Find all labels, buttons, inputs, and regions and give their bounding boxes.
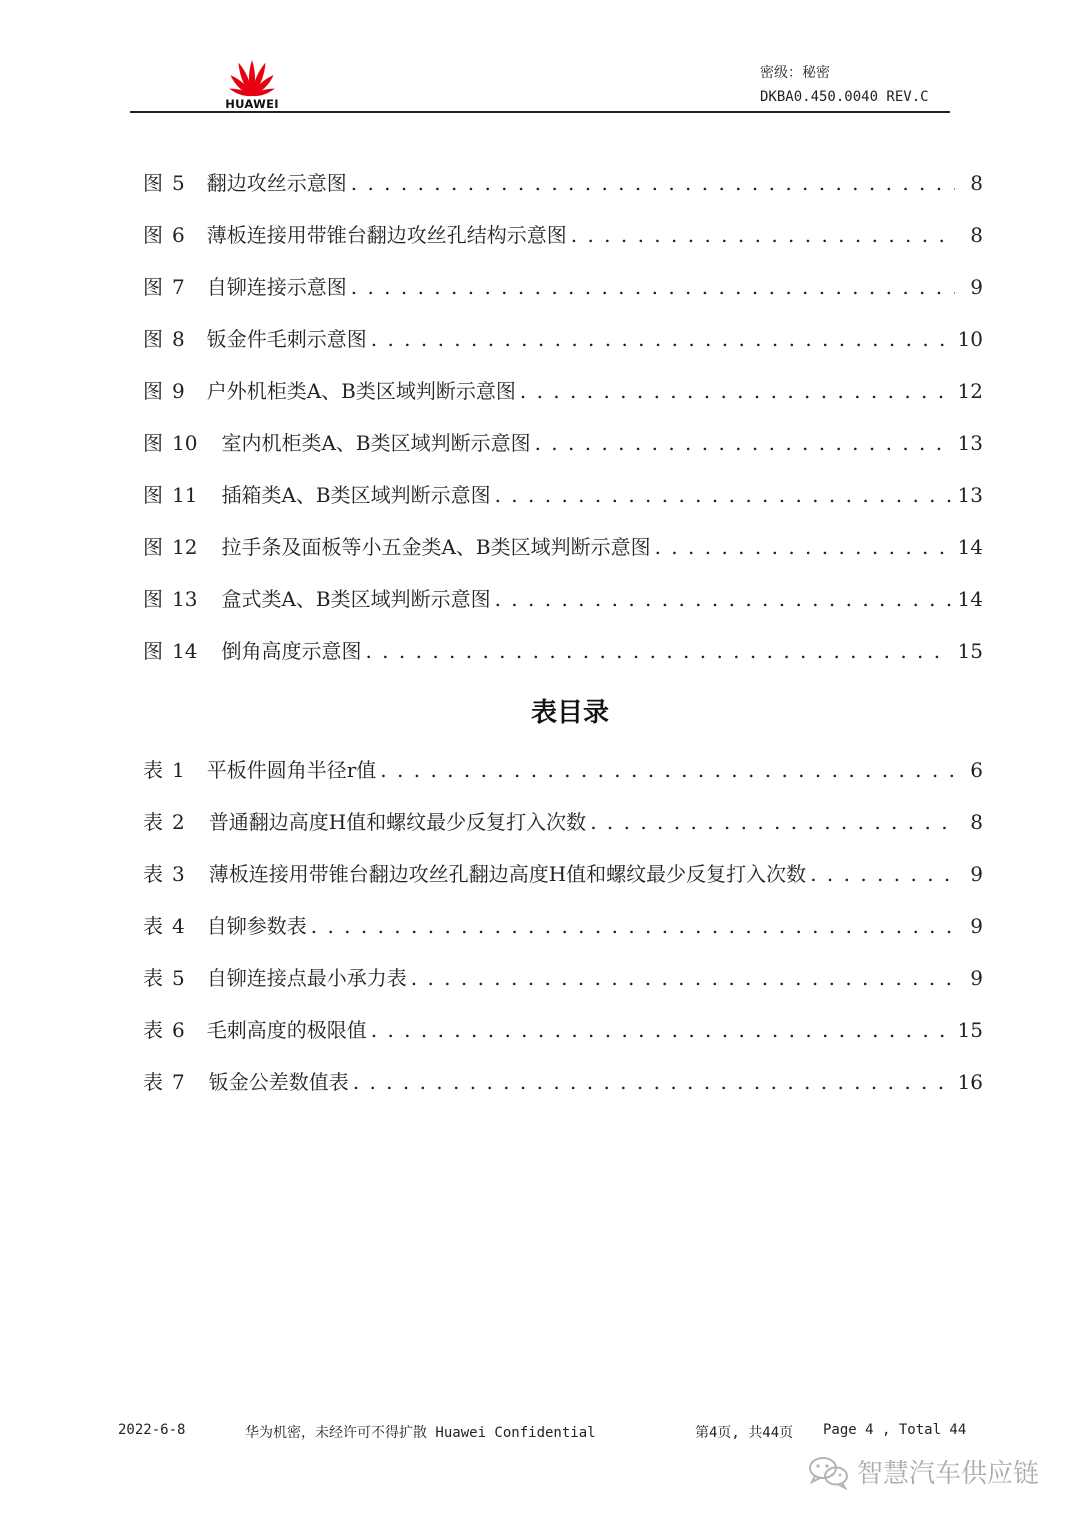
- entry-title: 普通翻边高度H值和螺纹最少反复打入次数: [208, 810, 587, 834]
- dot-leader: [411, 965, 955, 991]
- entry-title: 薄板连接用带锥台翻边攻丝孔结构示意图: [206, 223, 567, 247]
- dot-leader: [371, 326, 952, 352]
- dot-leader: [351, 170, 955, 196]
- entry-prefix: 图: [143, 223, 163, 247]
- entry-title: 插箱类A、B类区域判断示意图: [221, 483, 491, 507]
- entry-title: 自铆参数表: [206, 914, 307, 938]
- toc-entry[interactable]: [143, 1017, 983, 1069]
- entry-prefix: 表: [143, 758, 163, 782]
- toc-entry[interactable]: [143, 965, 983, 1017]
- footer-page-en: Page 4 , Total 44: [823, 1422, 967, 1438]
- classification-label: 密级：秘密: [760, 65, 830, 81]
- entry-prefix: 表: [143, 862, 163, 886]
- entry-number: 4: [172, 914, 185, 938]
- footer-page-cn: 第4页, 共44页: [695, 1425, 794, 1441]
- footer-confidential: 华为机密，未经许可不得扩散 Huawei Confidential: [245, 1425, 596, 1441]
- huawei-petal-icon: [212, 56, 292, 98]
- toc-entry[interactable]: [143, 378, 983, 430]
- dot-leader: [311, 913, 955, 939]
- toc-entry[interactable]: [143, 861, 983, 913]
- dot-leader: [495, 586, 952, 612]
- toc-entry[interactable]: [143, 326, 983, 378]
- entry-number: 1: [172, 758, 185, 782]
- entry-page: 9: [970, 862, 983, 886]
- watermark: [807, 1453, 1039, 1490]
- toc-entry[interactable]: [143, 757, 983, 809]
- dot-leader: [371, 1017, 952, 1043]
- huawei-logo: [212, 56, 292, 112]
- entry-page: 13: [957, 431, 983, 455]
- entry-page: 9: [970, 966, 983, 990]
- entry-number: 8: [172, 327, 185, 351]
- dot-leader: [351, 274, 955, 300]
- entry-title: 盒式类A、B类区域判断示意图: [221, 587, 491, 611]
- entry-page: 6: [970, 758, 983, 782]
- entry-page: 12: [957, 379, 983, 403]
- entry-number: 14: [172, 639, 198, 663]
- entry-prefix: 表: [143, 1018, 163, 1042]
- entry-number: 11: [172, 483, 198, 507]
- entry-page: 8: [970, 171, 983, 195]
- entry-prefix: 表: [143, 914, 163, 938]
- entry-title: 毛刺高度的极限值: [206, 1018, 367, 1042]
- entry-title: 翻边攻丝示意图: [206, 171, 347, 195]
- entry-prefix: 图: [143, 327, 163, 351]
- dot-leader: [520, 378, 952, 404]
- entry-prefix: 图: [143, 379, 163, 403]
- entry-number: 7: [172, 275, 185, 299]
- entry-number: 13: [172, 587, 198, 611]
- dot-leader: [380, 757, 955, 783]
- entry-page: 8: [970, 810, 983, 834]
- entry-title: 倒角高度示意图: [221, 639, 362, 663]
- dot-leader: [365, 638, 951, 664]
- entry-page: 13: [957, 483, 983, 507]
- logo-wordmark: HUAWEI: [225, 97, 279, 111]
- entry-title: 平板件圆角半径r值: [206, 758, 377, 782]
- entry-number: 6: [172, 223, 185, 247]
- entry-number: 6: [172, 1018, 185, 1042]
- toc-entry[interactable]: [143, 222, 983, 274]
- toc-entry[interactable]: [143, 170, 983, 222]
- entry-prefix: 图: [143, 275, 163, 299]
- entry-prefix: 图: [143, 171, 163, 195]
- entry-page: 9: [970, 914, 983, 938]
- figure-list: [143, 170, 983, 690]
- entry-number: 7: [172, 1070, 185, 1094]
- entry-title: 钣金公差数值表: [208, 1070, 349, 1094]
- entry-title: 户外机柜类A、B类区域判断示意图: [206, 379, 516, 403]
- entry-title: 拉手条及面板等小五金类A、B类区域判断示意图: [221, 535, 651, 559]
- header-rule: [130, 111, 950, 113]
- toc-entry[interactable]: [143, 913, 983, 965]
- dot-leader: [655, 534, 952, 560]
- dot-leader: [571, 222, 955, 248]
- entry-number: 2: [172, 810, 185, 834]
- toc-entry[interactable]: [143, 586, 983, 638]
- entry-prefix: 表: [143, 1070, 163, 1094]
- entry-prefix: 表: [143, 966, 163, 990]
- toc-entry[interactable]: [143, 1069, 983, 1121]
- dot-leader: [590, 809, 955, 835]
- toc-entry[interactable]: [143, 482, 983, 534]
- entry-page: 8: [970, 223, 983, 247]
- entry-prefix: 图: [143, 483, 163, 507]
- entry-title: 钣金件毛刺示意图: [206, 327, 367, 351]
- dot-leader: [810, 861, 955, 887]
- entry-number: 10: [172, 431, 198, 455]
- toc-entry[interactable]: [143, 430, 983, 482]
- entry-number: 5: [172, 171, 185, 195]
- entry-title: 自铆连接点最小承力表: [206, 966, 407, 990]
- watermark-text: 智慧汽车供应链: [857, 1459, 1040, 1489]
- entry-page: 15: [957, 1018, 983, 1042]
- entry-prefix: 图: [143, 535, 163, 559]
- dot-leader: [353, 1069, 952, 1095]
- entry-page: 10: [957, 327, 983, 351]
- entry-prefix: 图: [143, 431, 163, 455]
- entry-page: 15: [957, 639, 983, 663]
- dot-leader: [495, 482, 952, 508]
- toc-entry[interactable]: [143, 534, 983, 586]
- entry-prefix: 图: [143, 587, 163, 611]
- toc-entry[interactable]: [143, 274, 983, 326]
- entry-number: 5: [172, 966, 185, 990]
- table-list: [143, 757, 983, 1121]
- toc-entry[interactable]: [143, 809, 983, 861]
- dot-leader: [535, 430, 952, 456]
- entry-number: 12: [172, 535, 198, 559]
- entry-number: 9: [172, 379, 185, 403]
- table-list-heading: 表目录: [530, 698, 609, 728]
- footer-date: 2022-6-8: [118, 1422, 186, 1438]
- entry-page: 14: [957, 587, 983, 611]
- entry-number: 3: [172, 862, 185, 886]
- entry-prefix: 图: [143, 639, 163, 663]
- entry-title: 薄板连接用带锥台翻边攻丝孔翻边高度H值和螺纹最少反复打入次数: [208, 862, 807, 886]
- entry-page: 14: [957, 535, 983, 559]
- entry-title: 室内机柜类A、B类区域判断示意图: [221, 431, 531, 455]
- entry-title: 自铆连接示意图: [206, 275, 347, 299]
- entry-page: 9: [970, 275, 983, 299]
- wechat-icon: [807, 1454, 851, 1490]
- entry-page: 16: [957, 1070, 983, 1094]
- document-id: DKBA0.450.0040 REV.C: [760, 89, 929, 105]
- toc-entry[interactable]: [143, 638, 983, 690]
- entry-prefix: 表: [143, 810, 163, 834]
